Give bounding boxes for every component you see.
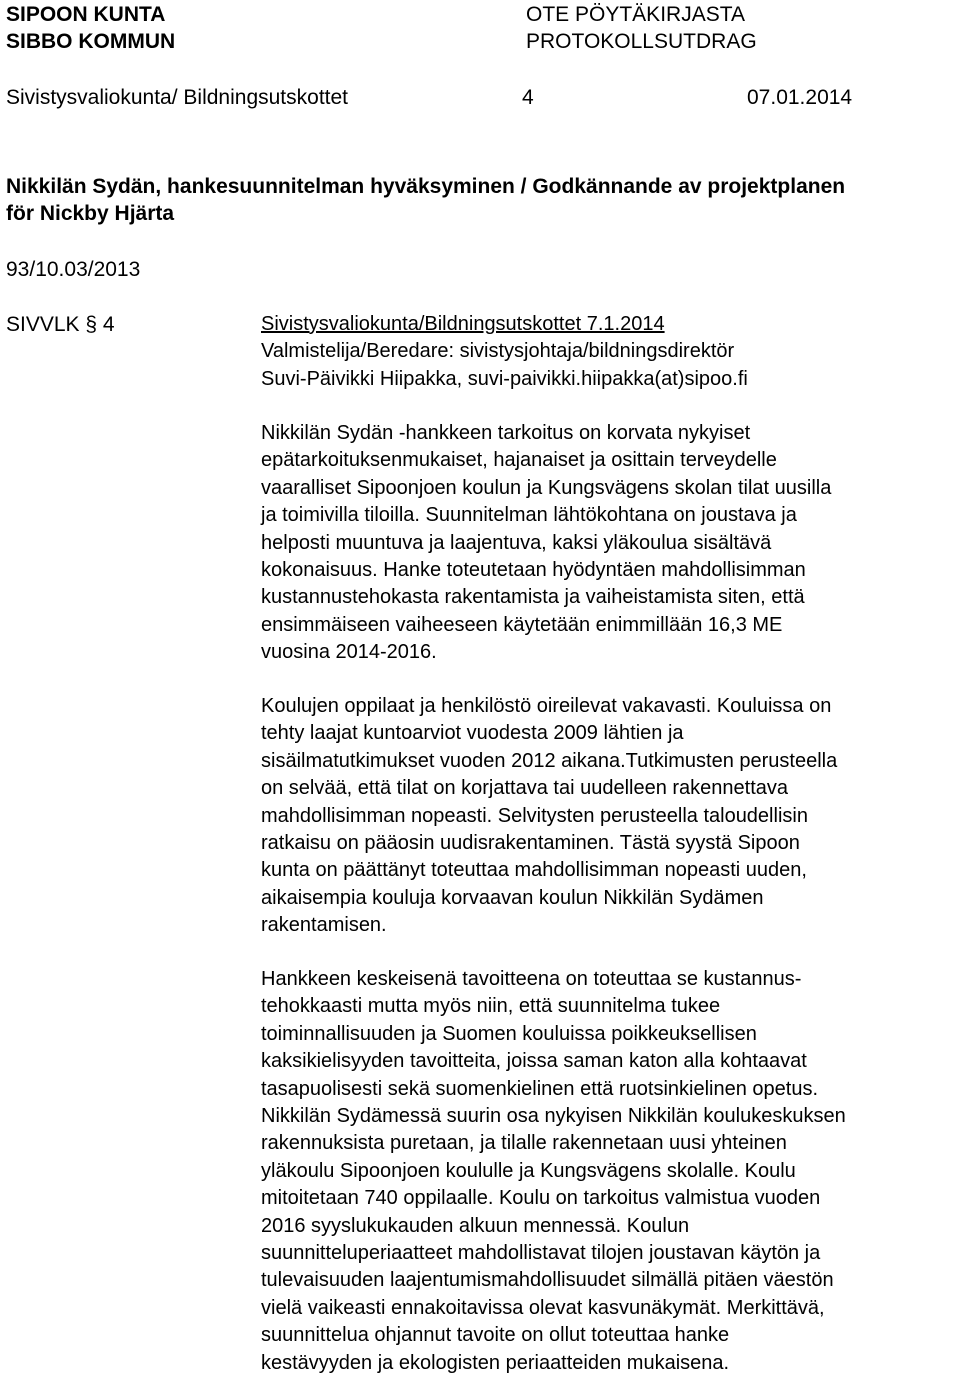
contact-line: Suvi-Päivikki Hiipakka, suvi-paivikki.hiipakka(at)sipoo.fi [261, 368, 748, 390]
paragraph-line: kestävyyden ja ekologisten periaatteiden mukaisena. [261, 1351, 730, 1374]
paragraph-line: epätarkoituksenmukaiset, hajanaiset ja osittain terveydelle [261, 449, 777, 472]
paragraph-line: vuosina 2014-2016. [261, 641, 437, 664]
paragraph-line: Hankkeen keskeisenä tavoitteena on toteuttaa se kustannus- [261, 968, 802, 990]
meeting-reference: Sivistysvaliokunta/Bildningsutskottet 7.1.2014 [261, 313, 665, 335]
paragraph-line: Koulujen oppilaat ja henkilöstö oireilevat vakavasti. Kouluissa on [261, 695, 832, 717]
paragraph-line: mitoitetaan 740 oppilaalle. Koulu on tarkoitus valmistua vuoden [261, 1187, 821, 1210]
doc-type-sv: PROTOKOLLSUTDRAG [526, 30, 757, 53]
paragraph-line: tasapuolisesti sekä suomenkielinen että ruotsinkielinen opetus. [261, 1077, 819, 1100]
paragraph-line: on selvää, että tilat on korjattava tai uudelleen rakennettava [261, 777, 789, 800]
item-title-line1: Nikkilän Sydän, hankesuunnitelman hyväksyminen / Godkännande av projektplanen [6, 175, 846, 198]
municipality-name-fi: SIPOON KUNTA [6, 3, 166, 26]
paragraph-line: suunnitteluperiaatteet mahdollistavat tilojen joustavan käytön ja [261, 1242, 821, 1265]
section-label [6, 311, 115, 338]
section-mark: § [85, 313, 98, 336]
paragraph-line: mahdollisimman nopeasti. Selvitysten perusteella taloudellisin [261, 804, 808, 827]
paragraph-purpose [261, 420, 956, 667]
paragraph-line: yläkoulu Sipoonjoen koululle ja Kungsvägens skolalle. Koulu [261, 1159, 796, 1182]
paragraph-objectives [261, 966, 956, 1377]
paragraph-line: 2016 syyslukukauden alkuun mennessä. Koulun [261, 1214, 690, 1237]
paragraph-line: Nikkilän Sydämessä suurin osa nykyisen Nikkilän koulukeskuksen [261, 1105, 846, 1128]
doc-type-fi: OTE PÖYTÄKIRJASTA [526, 3, 745, 26]
paragraph-line: rakennuksista puretaan, ja tilalle rakennetaan uusi yhteinen [261, 1132, 787, 1155]
meeting-body: Sivistysvaliokunta/ Bildningsutskottet [6, 86, 348, 109]
paragraph-line: sisäilmatutkimukset vuoden 2012 aikana.Tutkimusten perusteella [261, 749, 838, 772]
paragraph-line: tehty laajat kuntoarviot vuodesta 2009 lähtien ja [261, 722, 684, 745]
paragraph-line: Nikkilän Sydän -hankkeen tarkoitus on korvata nykyiset [261, 422, 751, 444]
section-label-number: 4 [102, 313, 115, 336]
meeting-date: 07.01.2014 [747, 86, 853, 109]
paragraph-line: kunta on päättänyt toteuttaa mahdollisimman nopeasti uuden, [261, 859, 807, 882]
paragraph-line: tulevaisuuden laajentumismahdollisuudet silmällä pitäen väestön [261, 1269, 834, 1292]
paragraph-line: ensimmäiseen vaiheeseen käytetään enimmillään 16,3 ME [261, 613, 783, 636]
section-label-text: SIVVLK [6, 313, 80, 336]
paragraph-line: vielä vaikeasti ennakoitavissa olevat kasvunäkymät. Merkittävä, [261, 1296, 825, 1319]
paragraph-line: vaaralliset Sipoonjoen koulun ja Kungsvägens skolan tilat uusilla [261, 476, 832, 499]
case-number: 93/10.03/2013 [6, 258, 141, 281]
paragraph-line: aikaisempia kouluja korvaavan koulun Nikkilän Sydämen [261, 886, 764, 909]
municipality-name-sv: SIBBO KOMMUN [6, 30, 176, 53]
paragraph-line: rakentamisen. [261, 914, 387, 937]
paragraph-line: kokonaisuus. Hanke toteutetaan hyödyntäen mahdollisimman [261, 559, 806, 582]
paragraph-line: toiminnallisuuden ja Suomen kouluissa poikkeuksellisen [261, 1022, 757, 1045]
paragraph-line: ratkaisu on pääosin uudisrakentaminen. Tästä syystä Sipoon [261, 832, 800, 855]
item-title-line2: för Nickby Hjärta [6, 202, 175, 225]
paragraph-line: tehokkaasti mutta myös niin, että suunnitelma tukee [261, 995, 721, 1018]
paragraph-symptoms [261, 693, 956, 940]
paragraph-line: ja toimivilla tiloilla. Suunnitelman lähtökohtana on joustava ja [261, 504, 797, 527]
paragraph-line: helposti muuntuva ja laajentuva, kaksi yläkoulua sisältävä [261, 531, 772, 554]
paragraph-line: suunnittelua ohjannut tavoite on ollut toteuttaa hanke [261, 1324, 730, 1347]
paragraph-line: kaksikielisyyden tavoitteita, joissa saman katon alla kohtaavat [261, 1050, 807, 1073]
meeting-section-number: 4 [522, 86, 534, 109]
paragraph-line: kustannustehokasta rakentamista ja vaiheistamista siten, että [261, 586, 805, 609]
presenter-line: Valmistelija/Beredare: sivistysjohtaja/bildningsdirektör [261, 340, 735, 362]
